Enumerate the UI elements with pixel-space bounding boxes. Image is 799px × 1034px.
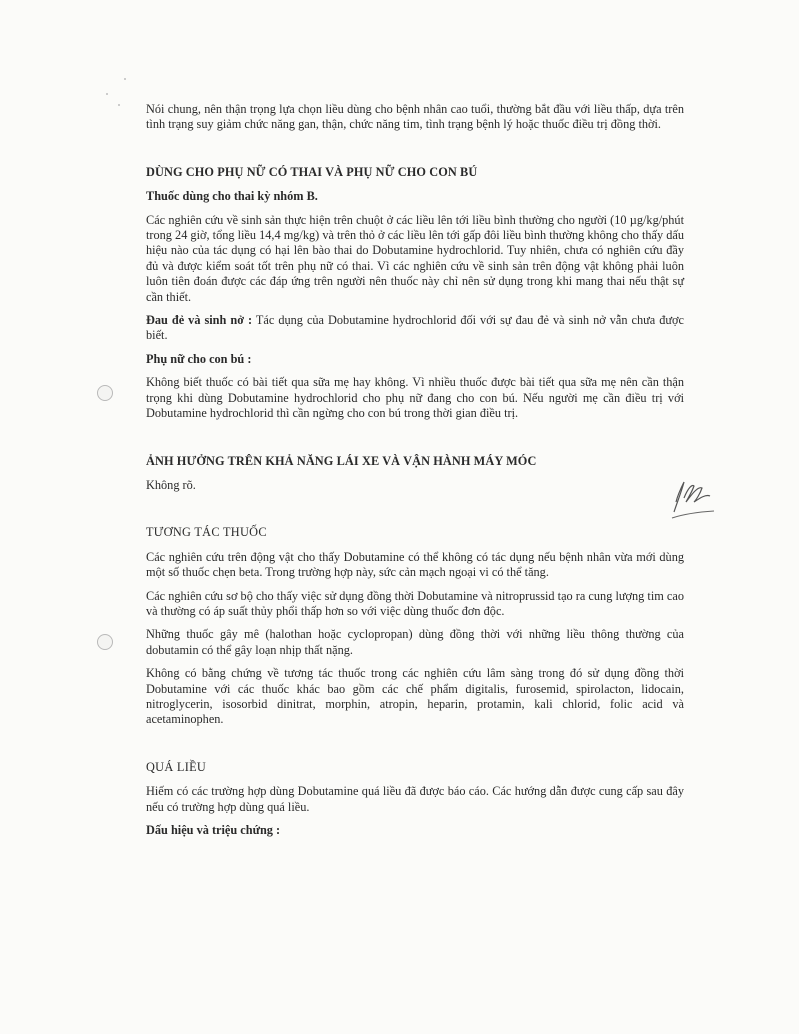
interactions-paragraph: Các nghiên cứu trên động vật cho thấy Dobutamine có thể không có tác dụng nếu bệnh nhân vừa mới dùng một số thuốc chẹn beta. Trong trường hợp này, sức cản mạch ngoại vi có thể tăng. xyxy=(146,549,684,580)
pregnancy-heading: DÙNG CHO PHỤ NỮ CÓ THAI VÀ PHỤ NỮ CHO CON BÚ xyxy=(146,164,478,179)
document-body xyxy=(146,102,684,846)
scan-speck xyxy=(118,104,120,106)
labor-text: Tác dụng của Dobutamine hydrochlorid đối với sự đau đẻ và sinh nở vẫn chưa được biết. xyxy=(146,313,684,343)
labor-paragraph xyxy=(146,313,684,344)
nursing-paragraph: Không biết thuốc có bài tiết qua sữa mẹ hay không. Vì nhiều thuốc được bài tiết qua sữa mẹ nên cần thận trọng khi dùng Dobutamine hydrochlorid cho phụ nữ đang cho con bú. Nếu người mẹ cần điều trị với Dobutamine hydrochlorid thì cần ngừng cho con bú trong thời gian điều trị. xyxy=(146,375,684,421)
interactions-paragraph: Những thuốc gây mê (halothan hoặc cyclopropan) dùng đồng thời với những liều thông thường của dobutamin có thể gây loạn nhịp thất nặng. xyxy=(146,627,684,657)
punch-hole-icon xyxy=(97,634,113,650)
interactions-heading: TƯƠNG TÁC THUỐC xyxy=(146,525,267,540)
nursing-label: Phụ nữ cho con bú : xyxy=(146,351,252,366)
labor-label: Đau đẻ và sinh nở : xyxy=(146,313,253,328)
driving-heading: ẢNH HƯỞNG TRÊN KHẢ NĂNG LÁI XE VÀ VẬN HÀNH MÁY MÓC xyxy=(146,453,537,468)
intro-paragraph: Nói chung, nên thận trọng lựa chọn liều dùng cho bệnh nhân cao tuổi, thường bắt đầu với liều thấp, dựa trên tình trạng suy giảm chức năng gan, thận, chức năng tim, tình trạng bệnh lý hoặc thuốc điều trị đồng thời. xyxy=(146,102,684,132)
overdose-heading: QUÁ LIỀU xyxy=(146,759,207,774)
pregnancy-paragraph: Các nghiên cứu về sinh sản thực hiện trên chuột ở các liều lên tới liều bình thường cho người (10 µg/kg/phút trong 24 giờ, tổng liều 14,4 mg/kg) và trên thỏ ở các liều lên tới gấp đôi liều bình thường không cho thấy dấu hiệu nào của tác dụng có hại lên bào thai do Dobutamine hydrochlorid. Tuy nhiên, chưa có nghiên cứu đầy đủ và được kiểm soát tốt trên phụ nữ có thai. Vì các nghiên cứu về sinh sản trên động vật không phải luôn luôn tiên đoán được các đáp ứng trên người nên thuốc này chỉ nên sử dụng trong khi mang thai nếu thật sự cần thiết. xyxy=(146,212,684,304)
pregnancy-category: Thuốc dùng cho thai kỳ nhóm B. xyxy=(146,189,318,204)
interactions-paragraph: Không có bằng chứng về tương tác thuốc trong các nghiên cứu lâm sàng trong đó sử dụng đồng thời Dobutamine với các thuốc khác bao gồm các chế phẩm digitalis, furosemid, spirolacton, lidocain, nitroglycerin, isosorbid dinitrat, morphin, atropin, heparin, protamin, kali chlorid, folic acid và acetaminophen. xyxy=(146,666,684,727)
punch-hole-icon xyxy=(97,385,113,401)
overdose-paragraph: Hiếm có các trường hợp dùng Dobutamine quá liều đã được báo cáo. Các hướng dẫn được cung cấp sau đây nếu có trường hợp dùng quá liều. xyxy=(146,784,684,814)
scan-speck xyxy=(124,78,126,80)
scan-speck xyxy=(106,93,108,95)
overdose-signs-label: Dấu hiệu và triệu chứng : xyxy=(146,823,281,837)
driving-paragraph: Không rõ. xyxy=(146,477,196,492)
interactions-paragraph: Các nghiên cứu sơ bộ cho thấy việc sử dụng đồng thời Dobutamine và nitroprussid tạo ra cung lượng tim cao và thường có áp suất thủy phổi thấp hơn so với việc dùng thuốc đơn độc. xyxy=(146,588,684,618)
